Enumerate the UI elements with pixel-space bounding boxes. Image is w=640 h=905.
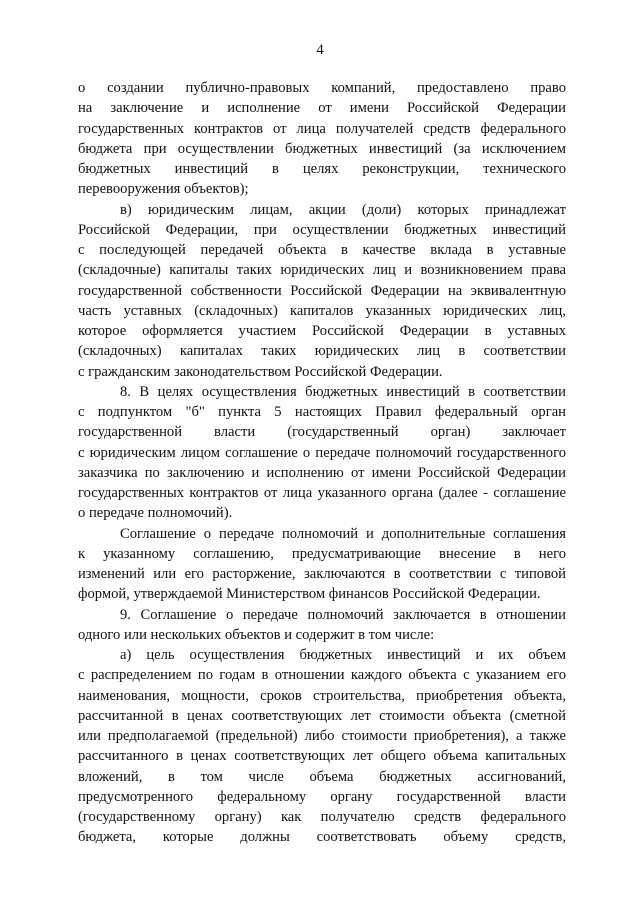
text-line: Соглашение о передаче полномочий и дополнительные соглашения (120, 525, 566, 542)
text-line: Российской Федерации, при осуществлении бюджетных инвестиций (78, 221, 566, 238)
text-line: заказчика по заключению и исполнению от имени Российской Федерации (78, 464, 566, 481)
text-line: вложений, в том числе объема бюджетных ассигнований, (78, 768, 566, 785)
text-line: 9. Соглашение о передаче полномочий заключается в отношении (120, 606, 566, 623)
text-line: государственной собственности Российской Федерации на эквивалентную (78, 282, 566, 299)
text-line: государственных контрактов от лица указанного органа (далее - соглашение (78, 485, 566, 501)
text-line: часть уставных (складочных) капиталов указанных юридических лиц, (78, 302, 566, 319)
text-line: с юридическим лицом соглашение о передаче полномочий государственного (78, 444, 566, 461)
text-line: государственных контрактов от лица получателей средств федерального (78, 120, 566, 137)
text-line: наименования, мощности, сроков строительства, приобретения объекта, (78, 687, 566, 704)
text-line: перевооружения объектов); (78, 181, 249, 198)
text-line: к указанному соглашению, предусматривающие внесение в него (78, 545, 566, 562)
text-line: (складочных) капиталах таких юридических лиц в соответствии (78, 343, 566, 360)
text-line: одного или нескольких объектов и содержит в том числе: (78, 626, 435, 643)
text-line: бюджетных инвестиций в целях реконструкции, технического (78, 161, 566, 177)
text-line: с распределением по годам в отношении каждого объекта с указанием его (78, 667, 566, 684)
text-line: (складочные) капиталы таких юридических лиц и возникновением права (78, 262, 566, 279)
paragraph (78, 524, 566, 605)
paragraph (78, 200, 566, 382)
text-line: изменений или его расторжение, заключаются в соответствии с типовой (78, 566, 566, 582)
text-line: формой, утверждаемой Министерством финансов Российской Федерации. (78, 586, 541, 603)
text-line: с подпунктом "б" пункта 5 настоящих Правил федеральный орган (78, 404, 566, 420)
text-line: рассчитанной в ценах соответствующих лет стоимости объекта (сметной (78, 707, 566, 724)
text-line: бюджета при осуществлении бюджетных инвестиций (за исключением (78, 140, 566, 157)
text-line: в) юридическим лицам, акции (доли) которых принадлежат (120, 201, 566, 218)
text-line: предусмотренного федеральному органу государственной власти (78, 788, 566, 805)
text-line: о передаче полномочий). (78, 505, 233, 522)
paragraph (78, 382, 566, 524)
page-number: 4 (316, 42, 324, 58)
text-line: 8. В целях осуществления бюджетных инвестиций в соответствии (120, 383, 566, 400)
paragraph (78, 605, 566, 646)
text-line: о создании публично-правовых компаний, предоставлено право (78, 80, 566, 96)
text-line: которое оформляется участием Российской Федерации в уставных (78, 323, 566, 339)
text-line: рассчитанного в ценах соответствующих лет общего объема капитальных (78, 748, 566, 765)
text-line: с последующей передачей объекта в качестве вклада в уставные (78, 242, 566, 258)
text-line: или предполагаемой (предельной) либо стоимости приобретения), а также (78, 728, 566, 744)
text-line: бюджета, которые должны соответствовать объему средств, (78, 829, 566, 846)
document-body (78, 78, 566, 848)
text-line: а) цель осуществления бюджетных инвестиций и их объем (120, 647, 566, 663)
text-line: государственной власти (государственный орган) заключает (78, 424, 566, 441)
text-line: с гражданским законодательством Российской Федерации. (78, 363, 443, 380)
text-line: (государственному органу) как получателю средств федерального (78, 809, 566, 825)
paragraph (78, 78, 566, 200)
text-line: на заключение и исполнение от имени Российской Федерации (78, 100, 566, 117)
paragraph (78, 645, 566, 848)
